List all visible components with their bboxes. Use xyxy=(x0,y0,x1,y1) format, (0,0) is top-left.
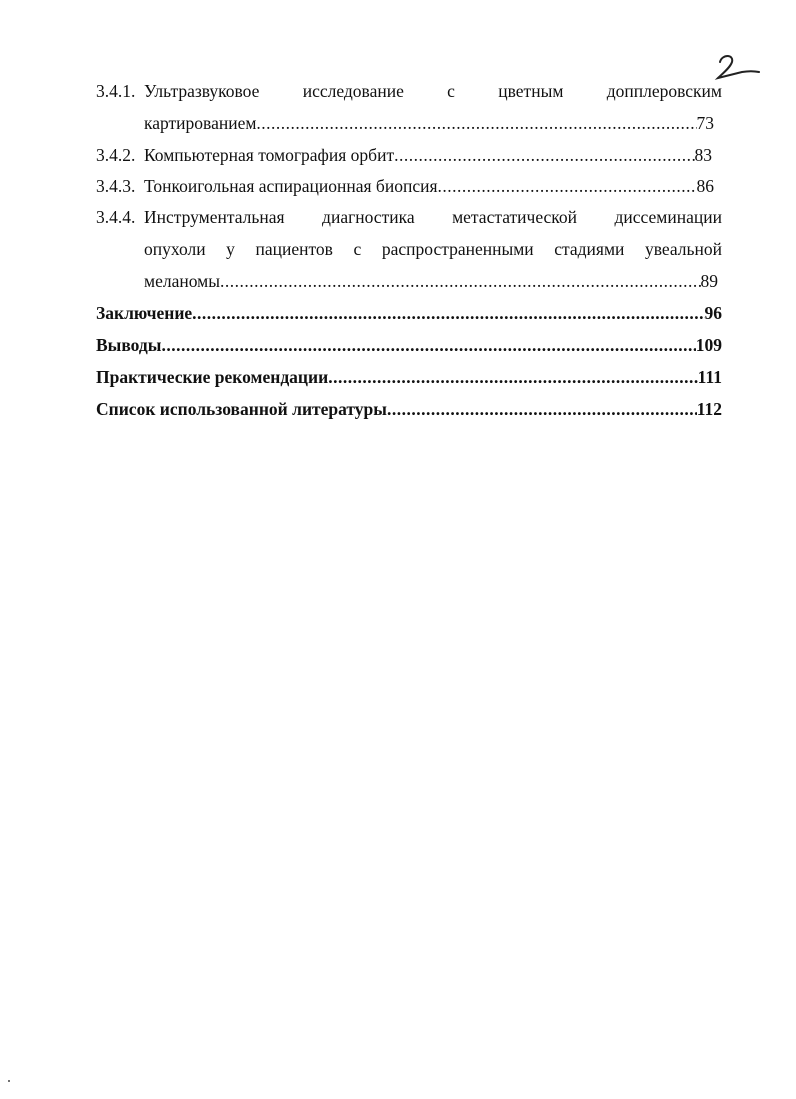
dot-leader xyxy=(161,334,695,356)
toc-word: распространенными xyxy=(381,239,534,259)
toc-page-number: 112 xyxy=(696,399,722,419)
toc-word: допплеровским xyxy=(606,81,722,101)
dot-leader xyxy=(192,302,704,324)
dot-leader xyxy=(256,112,696,134)
toc-section-title: Практические рекомендации xyxy=(96,367,329,387)
toc-section-line xyxy=(96,366,722,388)
toc-entry-number: 3.4.2. xyxy=(96,145,136,165)
toc-word: у xyxy=(226,239,235,259)
toc-entry-leader-line xyxy=(144,112,714,134)
toc-entry-leader-line xyxy=(144,270,718,292)
dot-leader xyxy=(438,175,697,197)
toc-word: Инструментальная xyxy=(144,207,285,227)
dot-leader xyxy=(387,398,697,420)
toc-entry-number: 3.4.4. xyxy=(96,207,136,227)
toc-entry-title: картированием xyxy=(144,113,257,133)
toc-section-line xyxy=(96,302,722,324)
toc-entry-number: 3.4.3. xyxy=(96,176,136,196)
toc-word: Ультразвуковое xyxy=(144,81,260,101)
toc-entry-leader-line xyxy=(144,175,714,197)
toc-page-number: 83 xyxy=(694,145,712,165)
dot-leader xyxy=(394,144,694,166)
dot-leader xyxy=(328,366,697,388)
toc-word: диссеминации xyxy=(614,207,722,227)
toc-section-title: Заключение xyxy=(96,303,193,323)
toc-page-number: 109 xyxy=(695,335,722,355)
toc-entry-title-line xyxy=(144,206,722,228)
toc-entry-title: Тонкоигольная аспирационная биопсия xyxy=(144,176,438,196)
toc-word: исследование xyxy=(302,81,404,101)
toc-word: стадиями xyxy=(554,239,625,259)
toc-section-line xyxy=(96,398,722,420)
dot-leader xyxy=(220,270,701,292)
toc-page-number: 96 xyxy=(704,303,722,323)
toc-page-number: 111 xyxy=(697,367,722,387)
toc-entry-title: меланомы xyxy=(144,271,220,291)
toc-word: с xyxy=(353,239,362,259)
toc-word: с xyxy=(447,81,455,101)
toc-page-number: 89 xyxy=(700,271,718,291)
toc-entry-title-line xyxy=(144,238,722,260)
toc-entry-number: 3.4.1. xyxy=(96,81,136,101)
toc-word: пациентов xyxy=(255,239,333,259)
toc-section-title: Выводы xyxy=(96,335,162,355)
toc-word: цветным xyxy=(498,81,564,101)
toc-section-line xyxy=(96,334,722,356)
toc-word: опухоли xyxy=(144,239,206,259)
toc-page-number: 73 xyxy=(696,113,714,133)
toc-word: увеальной xyxy=(644,239,722,259)
toc-word: диагностика xyxy=(322,207,415,227)
toc-entry-title: Компьютерная томография орбит xyxy=(144,145,395,165)
toc-page-number: 86 xyxy=(696,176,714,196)
toc-entry-leader-line xyxy=(144,144,712,166)
toc-entry-title-line xyxy=(144,80,722,102)
toc-section-title: Список использованной литературы xyxy=(96,399,387,419)
toc-word: метастатической xyxy=(452,207,578,227)
scan-speck xyxy=(8,1080,10,1082)
